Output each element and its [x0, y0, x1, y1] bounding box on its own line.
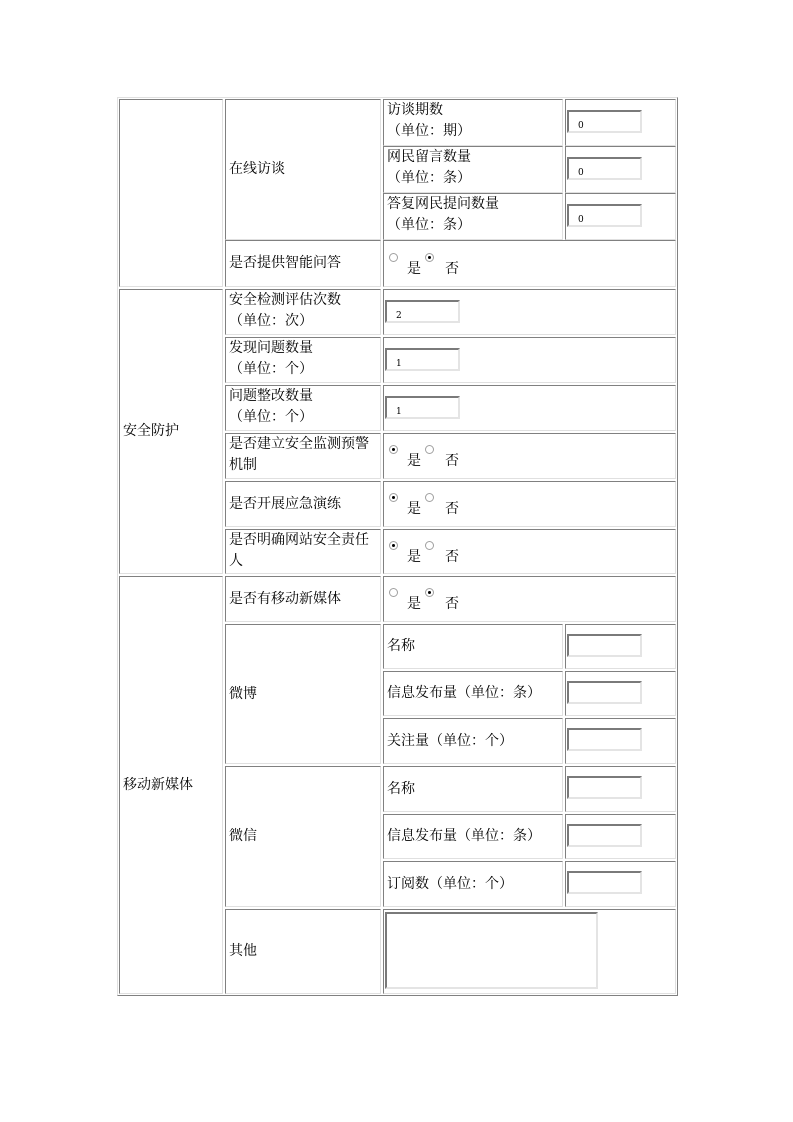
drill-label: 是否开展应急演练 [225, 481, 381, 527]
weibo-name-input[interactable] [567, 634, 642, 657]
wechat-subscribers-input[interactable] [567, 871, 642, 894]
message-count-input[interactable]: 0 [567, 157, 642, 180]
radio-yes[interactable] [389, 588, 398, 597]
radio-yes[interactable] [389, 493, 398, 502]
radio-no[interactable] [425, 541, 434, 550]
field-label: 访谈期数 （单位：期） [383, 99, 563, 146]
field-label: 订阅数（单位：个） [383, 861, 563, 907]
field-label: 关注量（单位：个） [383, 718, 563, 764]
responsible-radio-group: 是 否 [383, 529, 676, 574]
field-label: 信息发布量（单位：条） [383, 814, 563, 859]
online-interview-label: 在线访谈 [225, 99, 381, 240]
wechat-name-input[interactable] [567, 776, 642, 799]
wechat-posts-input[interactable] [567, 824, 642, 847]
security-label: 安全防护 [119, 289, 223, 574]
monitoring-radio-group: 是 否 [383, 433, 676, 479]
interview-count-input[interactable]: 0 [567, 110, 642, 133]
radio-no[interactable] [425, 445, 434, 454]
weibo-label: 微博 [225, 624, 381, 764]
wechat-label: 微信 [225, 766, 381, 907]
other-label: 其他 [225, 909, 381, 994]
problems-found-input[interactable]: 1 [385, 348, 460, 371]
radio-yes[interactable] [389, 445, 398, 454]
field-label: 问题整改数量 （单位：个） [225, 385, 381, 431]
weibo-followers-input[interactable] [567, 728, 642, 751]
field-label: 信息发布量（单位：条） [383, 671, 563, 716]
smart-qa-label: 是否提供智能问答 [225, 240, 381, 287]
field-label: 答复网民提问数量 （单位：条） [383, 193, 563, 240]
field-label: 发现问题数量 （单位：个） [225, 337, 381, 383]
reply-count-input[interactable]: 0 [567, 204, 642, 227]
section-empty-cell [119, 99, 223, 287]
field-label: 网民留言数量 （单位：条） [383, 146, 563, 193]
weibo-posts-input[interactable] [567, 681, 642, 704]
radio-no[interactable] [425, 493, 434, 502]
radio-yes[interactable] [389, 253, 398, 262]
other-textarea[interactable] [385, 912, 598, 989]
problems-fixed-input[interactable]: 1 [385, 396, 460, 419]
has-media-radio-group: 是 否 [383, 576, 676, 622]
drill-radio-group: 是 否 [383, 481, 676, 527]
responsible-label: 是否明确网站安全责任人 [225, 529, 381, 574]
security-check-input[interactable]: 2 [385, 300, 460, 323]
has-media-label: 是否有移动新媒体 [225, 576, 381, 622]
radio-no[interactable] [425, 588, 434, 597]
radio-yes[interactable] [389, 541, 398, 550]
smart-qa-radio-group: 是 否 [383, 240, 676, 287]
media-label: 移动新媒体 [119, 576, 223, 994]
radio-no[interactable] [425, 253, 434, 262]
field-label: 名称 [383, 624, 563, 669]
field-label: 名称 [383, 766, 563, 812]
monitoring-label: 是否建立安全监测预警机制 [225, 433, 381, 479]
field-label: 安全检测评估次数 （单位：次） [225, 289, 381, 335]
